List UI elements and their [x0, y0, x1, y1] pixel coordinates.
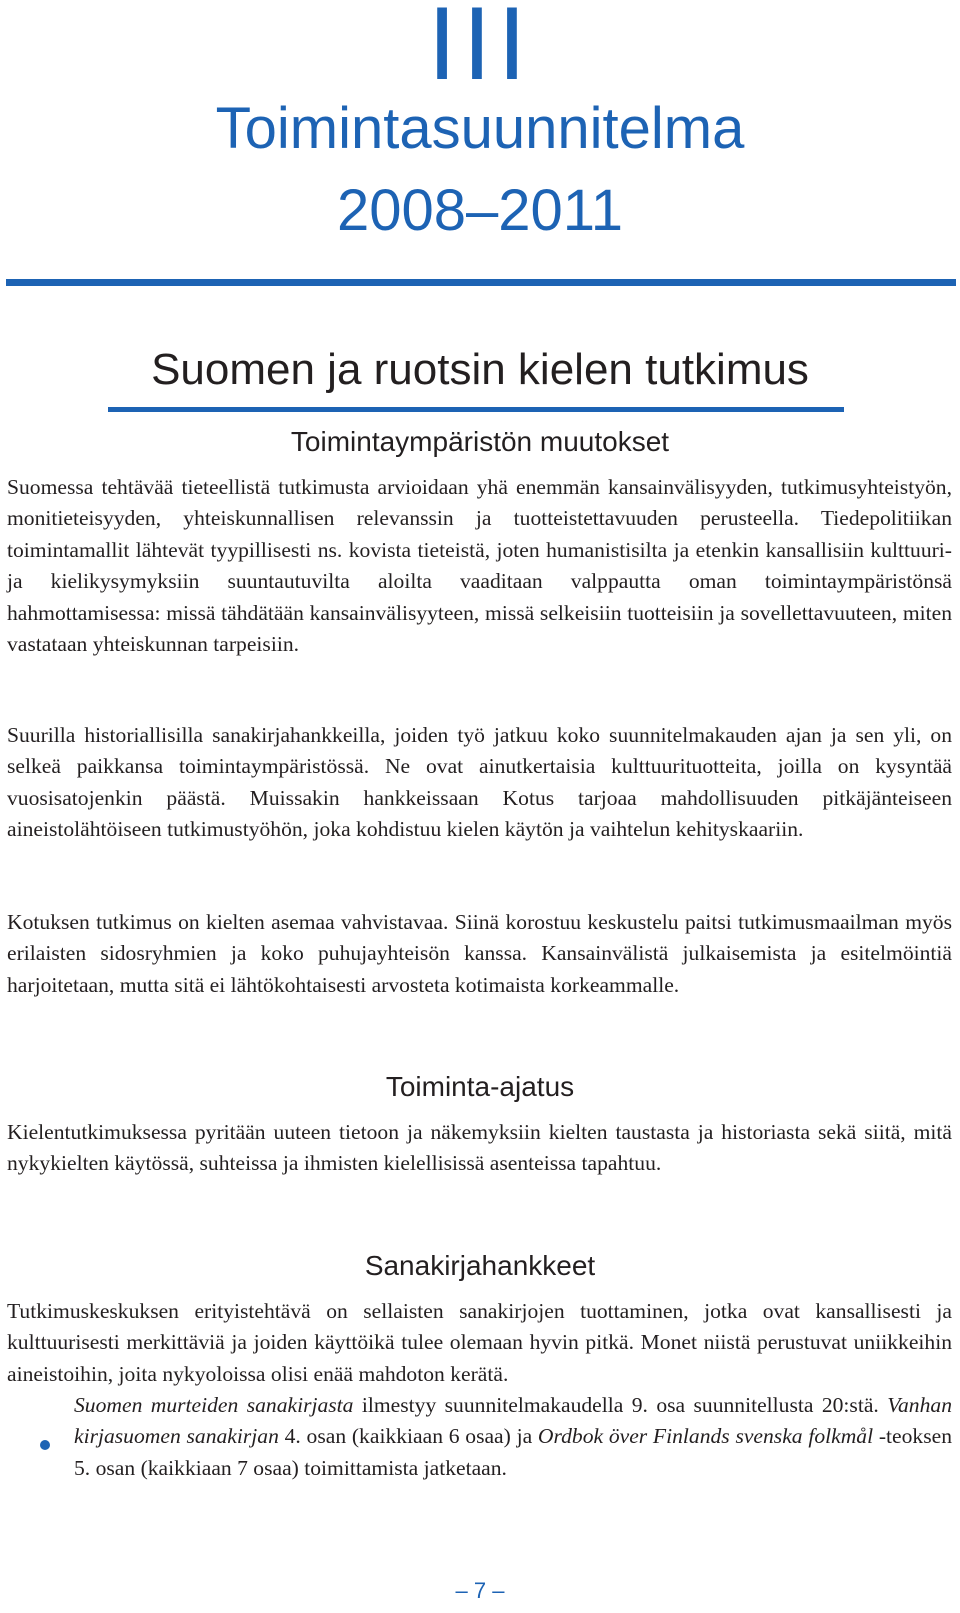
paragraph: Tutkimuskeskuksen erityistehtävä on sellaisten sanakirjojen tuottaminen, jotka ovat kansallisesti ja kulttuurisesti merkittäviä ja joiden käyttöikä tulee olemaan hyvin pitkä. Monet niistä perustuvat uniikkeihin aineistoihin, joita nykyoloissa olisi enää mahdoton kerätä.	[7, 1299, 952, 1386]
subheading-sanakirjahankkeet: Sanakirjahankkeet	[364, 1250, 596, 1281]
page-number: – 7 –	[455, 1578, 505, 1603]
paragraph: Kotuksen tutkimus on kielten asemaa vahvistavaa. Siinä korostuu keskustelu paitsi tutkimusmaailman myös erilaisten sidosryhmien ja koko puhujayhteisön kanssa. Kansainvälistä julkaisemista ja esitelmöintiä harjoitetaan, mutta sitä ei lähtökohtaisesti arvosteta kotimaista korkeammalle.	[7, 910, 952, 997]
chapter-title-line2: 2008–2011	[336, 178, 623, 243]
section-divider	[108, 407, 844, 412]
chapter-title-line1: Toimintasuunnitelma	[215, 96, 745, 161]
subheading-toiminta-ajatus: Toiminta-ajatus	[385, 1071, 575, 1102]
bullet-text-part: 4. osan (kaikkiaan 6 osaa) ja	[278, 1424, 538, 1449]
bullet-text	[74, 1390, 952, 1484]
bullet-icon	[40, 1440, 50, 1450]
dictionary-title: Ordbok över Finlands svenska folkmål	[537, 1424, 874, 1449]
paragraph: Kielentutkimuksessa pyritään uuteen tietoon ja näkemyksiin kielten taustasta ja historiasta sekä siitä, mitä nykykielten käytössä, suhteissa ja ihmisten kielellisissä asenteissa tapahtuu.	[7, 1120, 952, 1176]
chapter-divider	[6, 279, 956, 286]
subheading-toimintaymparisto: Toimintaympäristön muutokset	[290, 426, 670, 457]
dictionary-title: Vanhan kirjasuomen sanakirjan	[74, 1393, 952, 1449]
dictionary-title: Suomen murteiden sanakirjasta	[74, 1393, 354, 1417]
paragraph: Suurilla historiallisilla sanakirjahankkeilla, joiden työ jatkuu koko suunnitelmakauden ajan ja sen yli, on selkeä paikkansa toimintaympäristössä. Ne ovat ainutkertaisia kulttuurituotteita, joilla on kysyntää vuosisatojenkin päästä. Muissakin hankkeissaan Kotus tarjoaa mahdollisuuden pitkäjänteiseen aineistolähtöiseen tutkimustyöhön, joka kohdistuu kielen käytön ja vaihtelun kehityskaariin.	[7, 723, 952, 842]
chapter-number: III	[427, 0, 533, 102]
section-title: Suomen ja ruotsin kielen tutkimus	[151, 345, 809, 394]
paragraph: Suomessa tehtävää tieteellistä tutkimusta arvioidaan yhä enemmän kansainvälisyyden, tutkimusyhteistyön, monitieteisyyden, yhteiskunnallisen relevanssin ja tuotteistettavuuden perusteella. Tiedepolitiikan toimintamallit lähtevät tyypillisesti ns. kovista tieteistä, joten humanistisilta ja etenkin kansallisiin kulttuuri- ja kielikysymyksiin suuntautuvilta aloilta vaaditaan valppautta oman toimintaympäristönsä hahmottamisessa: missä tähdätään kansainvälisyyteen, missä selkeisiin tuotteisiin ja sovellettavuuteen, miten vastataan yhteiskunnan tarpeisiin.	[7, 475, 952, 657]
bullet-text-part: -teoksen 5. osan (kaikkiaan 7 osaa) toimittamista jatketaan.	[74, 1424, 953, 1480]
bullet-text-part: ilmestyy suunnitelmakaudella 9. osa suunnitellusta 20:stä.	[353, 1393, 888, 1417]
